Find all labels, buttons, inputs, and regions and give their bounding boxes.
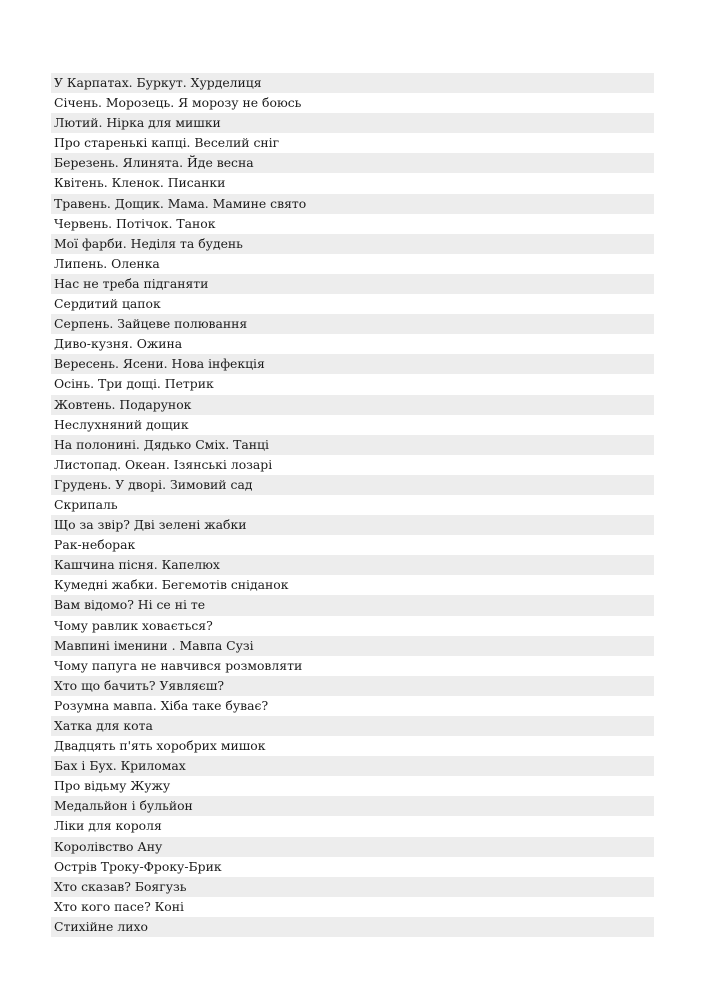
list-row: Про старенькі капці. Веселий сніг <box>51 133 654 153</box>
list-row: На полонині. Дядько Сміх. Танці <box>51 435 654 455</box>
list-row: Чому папуга не навчився розмовляти <box>51 656 654 676</box>
list-row: Диво-кузня. Ожина <box>51 334 654 354</box>
list-row: Хто що бачить? Уявляєш? <box>51 676 654 696</box>
list-row: Вам відомо? Ні се ні те <box>51 595 654 615</box>
list-row: Хто кого пасе? Коні <box>51 897 654 917</box>
list-row: Ліки для короля <box>51 816 654 836</box>
list-row: Кумедні жабки. Бегемотів сніданок <box>51 575 654 595</box>
list-row: Хто сказав? Боягузь <box>51 877 654 897</box>
list-row: Лютий. Нірка для мишки <box>51 113 654 133</box>
list-row: Хатка для кота <box>51 716 654 736</box>
list-row: Острів Троку-Фроку-Брик <box>51 857 654 877</box>
list-row: Червень. Потічок. Танок <box>51 214 654 234</box>
list-row: Медальйон і бульйон <box>51 796 654 816</box>
list-row: Осінь. Три дощі. Петрик <box>51 374 654 394</box>
list-row: Мавпині іменини . Мавпа Сузі <box>51 636 654 656</box>
list-row: Травень. Дощик. Мама. Мамине свято <box>51 194 654 214</box>
list-row: Січень. Морозець. Я морозу не боюсь <box>51 93 654 113</box>
list-row: Двадцять п'ять хоробрих мишок <box>51 736 654 756</box>
list-row: Королівство Ану <box>51 837 654 857</box>
contents-list <box>51 73 654 937</box>
list-row: Сердитий цапок <box>51 294 654 314</box>
list-row: Що за звір? Дві зелені жабки <box>51 515 654 535</box>
list-row: Вересень. Ясени. Нова інфекція <box>51 354 654 374</box>
list-row: Бах і Бух. Криломах <box>51 756 654 776</box>
list-row: Про відьму Жужу <box>51 776 654 796</box>
list-row: Кашчина пісня. Капелюх <box>51 555 654 575</box>
list-row: Скрипаль <box>51 495 654 515</box>
list-row: Стихійне лихо <box>51 917 654 937</box>
list-row: Серпень. Зайцеве полювання <box>51 314 654 334</box>
list-row: Неслухняний дощик <box>51 415 654 435</box>
list-row: Листопад. Океан. Ізянські лозарі <box>51 455 654 475</box>
list-row: Рак-неборак <box>51 535 654 555</box>
list-row: Жовтень. Подарунок <box>51 395 654 415</box>
list-row: Розумна мавпа. Хіба таке буває? <box>51 696 654 716</box>
list-row: Липень. Оленка <box>51 254 654 274</box>
list-row: Нас не треба підганяти <box>51 274 654 294</box>
list-row: У Карпатах. Буркут. Хурделиця <box>51 73 654 93</box>
list-row: Грудень. У дворі. Зимовий сад <box>51 475 654 495</box>
list-row: Мої фарби. Неділя та будень <box>51 234 654 254</box>
list-row: Чому равлик ховається? <box>51 616 654 636</box>
list-row: Березень. Ялинята. Йде весна <box>51 153 654 173</box>
list-row: Квітень. Кленок. Писанки <box>51 173 654 193</box>
